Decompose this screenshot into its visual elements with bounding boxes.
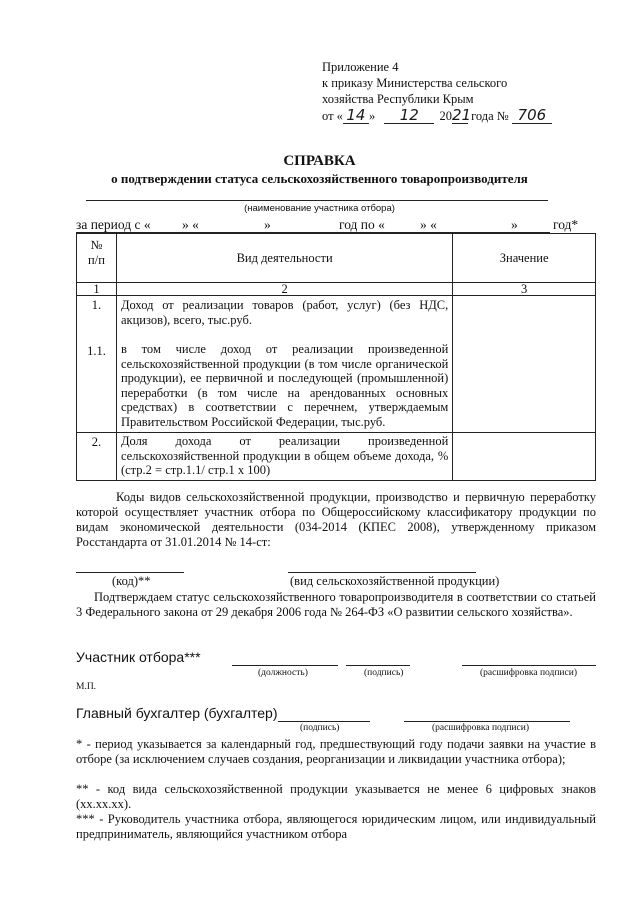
doc-title: СПРАВКА: [283, 153, 356, 169]
footnote-3: *** - Руководитель участника отбора, являющегося юридическим лицом, или индивидуальный предприниматель, являющийся участником отбора: [76, 812, 596, 841]
row-text: в том числе доход от реализации произведенной сельскохозяйственной продукции (в том числе органической продукции), ее первичной и последующей (промышленной) переработки (в том числе на арендованных основных средствах) в соответствии с перечнем, утверждаемым Правительством Российской Федерации, тыс.руб.: [120, 342, 449, 429]
code-line: [76, 572, 184, 573]
signature-line: [346, 665, 410, 666]
table-header-row: [77, 234, 596, 283]
product-line: [288, 572, 476, 573]
header-activity: Вид деятельности: [116, 234, 452, 283]
position-line: [232, 665, 338, 666]
acc-signature-line: [278, 721, 370, 722]
date-prefix: от «: [322, 109, 343, 123]
index-cell-2: 2: [116, 283, 452, 296]
name-line: [86, 200, 548, 201]
table-index-row: [77, 283, 596, 296]
code-caption: (код)**: [112, 574, 151, 588]
name-caption: (наименование участника отбора): [244, 203, 395, 214]
acc-decode-line: [404, 721, 570, 722]
order-number: 706: [512, 108, 552, 124]
year-label: года №: [471, 109, 509, 123]
decode-caption: (расшифровка подписи): [480, 668, 577, 678]
participant-label: Участник отбора***: [76, 649, 201, 665]
header-value: Значение: [453, 234, 596, 283]
period-q2: »: [264, 217, 271, 232]
header-num: № п/п: [77, 234, 117, 283]
appendix-line-1: Приложение 4: [322, 60, 399, 74]
date-sep: »: [368, 109, 376, 123]
indicators-table: [76, 233, 596, 481]
appendix-line-2: к приказу Министерства сельского: [322, 76, 508, 90]
position-caption: (должность): [258, 668, 308, 678]
period-q3: » «: [420, 217, 437, 232]
index-cell-3: 3: [453, 283, 596, 296]
stamp-place: М.П.: [76, 682, 97, 692]
row-value: [453, 433, 596, 481]
doc-subtitle: о подтверждении статуса сельскохозяйственного товаропроизводителя: [111, 171, 528, 186]
footnote-2: ** - код вида сельскохозяйственной продукции указывается не менее 6 цифровых знаков (хх.хх.хх).: [76, 782, 596, 811]
date-month: 12: [384, 108, 434, 124]
year-prefix: 20: [439, 109, 452, 123]
row-text: Доля дохода от реализации произведенной сельскохозяйственной продукции в общем объеме дохода, % (стр.2 = стр.1.1/ стр.1 х 100): [116, 433, 452, 481]
codes-paragraph: Коды видов сельскохозяйственной продукции, производство и первичную переработку которой осуществляет участник отбора по Общероссийскому классификатору продукции по видам экономической деятельности (034-2014 (КПЕС 2008), утвержденному приказом Росстандарта от 31.01.2014 № 14-ст:: [76, 490, 596, 549]
product-caption: (вид сельскохозяйственной продукции): [290, 574, 500, 588]
accountant-label: Главный бухгалтер (бухгалтер): [76, 705, 278, 721]
period-from: за период с «: [76, 217, 151, 232]
decode-line: [462, 665, 596, 666]
acc-signature-caption: (подпись): [300, 723, 340, 733]
row-num: 2.: [77, 433, 117, 481]
period-q1: » «: [182, 217, 199, 232]
table-row: [77, 433, 596, 481]
acc-decode-caption: (расшифровка подписи): [432, 723, 529, 733]
row-num: 1.1.: [87, 343, 106, 358]
year-suffix: 21: [451, 106, 472, 124]
signature-caption: (подпись): [364, 668, 404, 678]
confirm-paragraph: Подтверждаем статус сельскохозяйственного товаропроизводителя в соответствии со статьей 3 Федерального закона от 29 декабря 2006 года № 264-ФЗ «О развитии сельского хозяйства».: [76, 590, 596, 619]
period-q4: »: [511, 217, 518, 232]
period-to: год по «: [339, 217, 385, 232]
row-num: 1.: [91, 298, 102, 312]
index-cell-1: 1: [77, 283, 117, 296]
row-value: [453, 296, 596, 433]
row-text: Доход от реализации товаров (работ, услуг) (без НДС, акцизов), всего, тыс.руб.: [120, 298, 449, 327]
appendix-line-3: хозяйства Республики Крым: [322, 92, 474, 106]
appendix-date-line: [322, 108, 552, 124]
table-row: [77, 296, 596, 433]
date-day: 14: [343, 108, 369, 124]
period-year: год*: [553, 217, 579, 232]
footnote-1: * - период указывается за календарный год, предшествующий году подачи заявки на участие в отборе (за исключением случаев создания, реорганизации и ликвидации участника отбора);: [76, 737, 596, 766]
